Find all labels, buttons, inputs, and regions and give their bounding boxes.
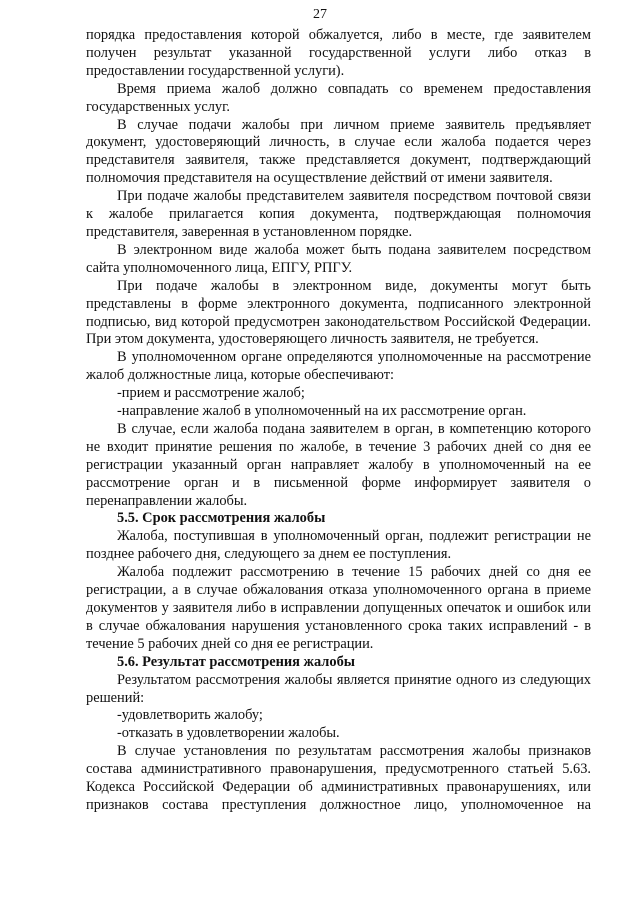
paragraph: Жалоба подлежит рассмотрению в течение 15 рабочих дней со дня ее регистрации, а в случае обжалования отказа уполномоченного органа в приеме документов у заявителя либо в исправлении допущенных опечаток и ошибок или в случае обжалования нарушения установленного срока таких исправлений - в течение 5 рабочих дней со дня ее регистрации. (86, 564, 591, 652)
paragraph: В уполномоченном органе определяются уполномоченные на рассмотрение жалоб должностные лица, которые обеспечивают: (86, 349, 591, 384)
paragraph: При подаче жалобы в электронном виде, документы могут быть представлены в форме электронного документа, подписанного электронной подписью, вид которой предусмотрен законодательством Российской Федерации. При этом документа, удостоверяющего личность заявителя, не требуется. (86, 277, 591, 348)
section-heading: 5.5. Срок рассмотрения жалобы (117, 510, 326, 527)
paragraph: При подаче жалобы представителем заявителя посредством почтовой связи к жалобе прилагается копия документа, подтверждающая полномочия представителя, заверенная в установленном порядке. (86, 188, 591, 240)
document-body (86, 27, 591, 815)
paragraph: -прием и рассмотрение жалоб; (117, 385, 305, 402)
paragraph: В случае установления по результатам рассмотрения жалобы признаков состава административного правонарушения, предусмотренного статьей 5.63. Кодекса Российской Федерации об административных правонарушениях, или признаков состава преступления должностное лицо, уполномоченное на (86, 743, 591, 813)
paragraph: -направление жалоб в уполномоченный на их рассмотрение орган. (117, 403, 527, 420)
paragraph: порядка предоставления которой обжалуется, либо в месте, где заявителем получен результат указанной государственной услуги либо отказ в предоставлении государственной услуги). (86, 27, 591, 79)
paragraph: В случае подачи жалобы при личном приеме заявитель предъявляет документ, удостоверяющий личность, в случае если жалоба подается через представителя заявителя, также представляется документ, подтверждающий полномочия представителя на осуществление действий от имени заявителя. (86, 116, 591, 187)
paragraph: Время приема жалоб должно совпадать со временем предоставления государственных услуг. (86, 80, 591, 115)
paragraph: -удовлетворить жалобу; (117, 707, 263, 724)
paragraph: Результатом рассмотрения жалобы является принятие одного из следующих решений: (86, 671, 591, 706)
page-number: 27 (313, 7, 327, 22)
paragraph: В электронном виде жалоба может быть подана заявителем посредством сайта уполномоченного лица, ЕПГУ, РПГУ. (86, 241, 591, 276)
section-heading: 5.6. Результат рассмотрения жалобы (117, 653, 356, 670)
paragraph: -отказать в удовлетворении жалобы. (117, 725, 340, 742)
paragraph: В случае, если жалоба подана заявителем в орган, в компетенцию которого не входит принятие решения по жалобе, в течение 3 рабочих дней со дня ее регистрации указанный орган направляет жалобу в уполномоченный на ее рассмотрение орган и в письменной форме информирует заявителя о перенаправлении жалобы. (86, 420, 591, 509)
paragraph: Жалоба, поступившая в уполномоченный орган, подлежит регистрации не позднее рабочего дня, следующего за днем ее поступления. (86, 528, 591, 563)
